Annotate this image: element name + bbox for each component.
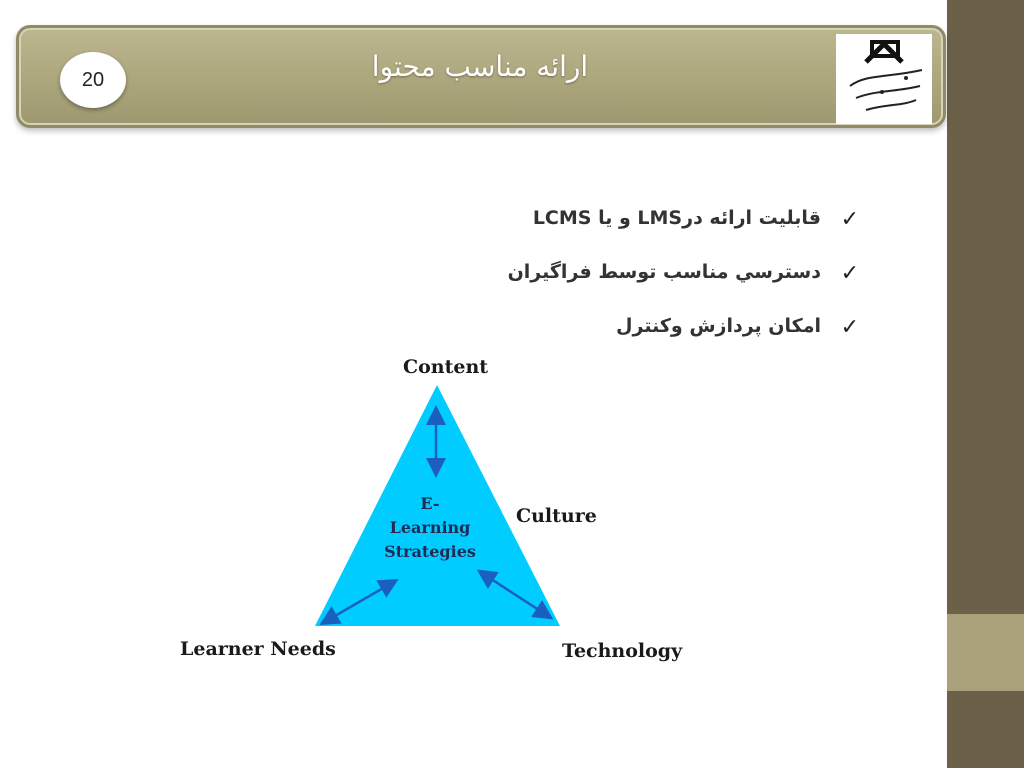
bullet-text: دسترسي مناسب توسط فراگيران (507, 261, 821, 283)
center-label-line3: Strategies (384, 542, 476, 561)
bullet-text: قابليت ارائه درLMS و يا LCMS (532, 207, 821, 229)
check-icon: ✓ (840, 261, 859, 286)
center-label (378, 492, 482, 564)
label-technology: Technology (562, 640, 683, 662)
label-content: Content (403, 356, 489, 378)
center-label-line1: E- (420, 494, 440, 513)
check-icon: ✓ (840, 207, 859, 232)
label-culture: Culture (516, 505, 597, 527)
bullet-text: امکان پردازش وکنترل (616, 315, 821, 337)
page-title: ارائه مناسب محتوا (371, 50, 589, 83)
center-label-line2: Learning (389, 518, 471, 537)
page-number: 20 (81, 68, 105, 91)
check-icon: ✓ (840, 315, 859, 340)
label-learner-needs: Learner Needs (180, 638, 336, 660)
